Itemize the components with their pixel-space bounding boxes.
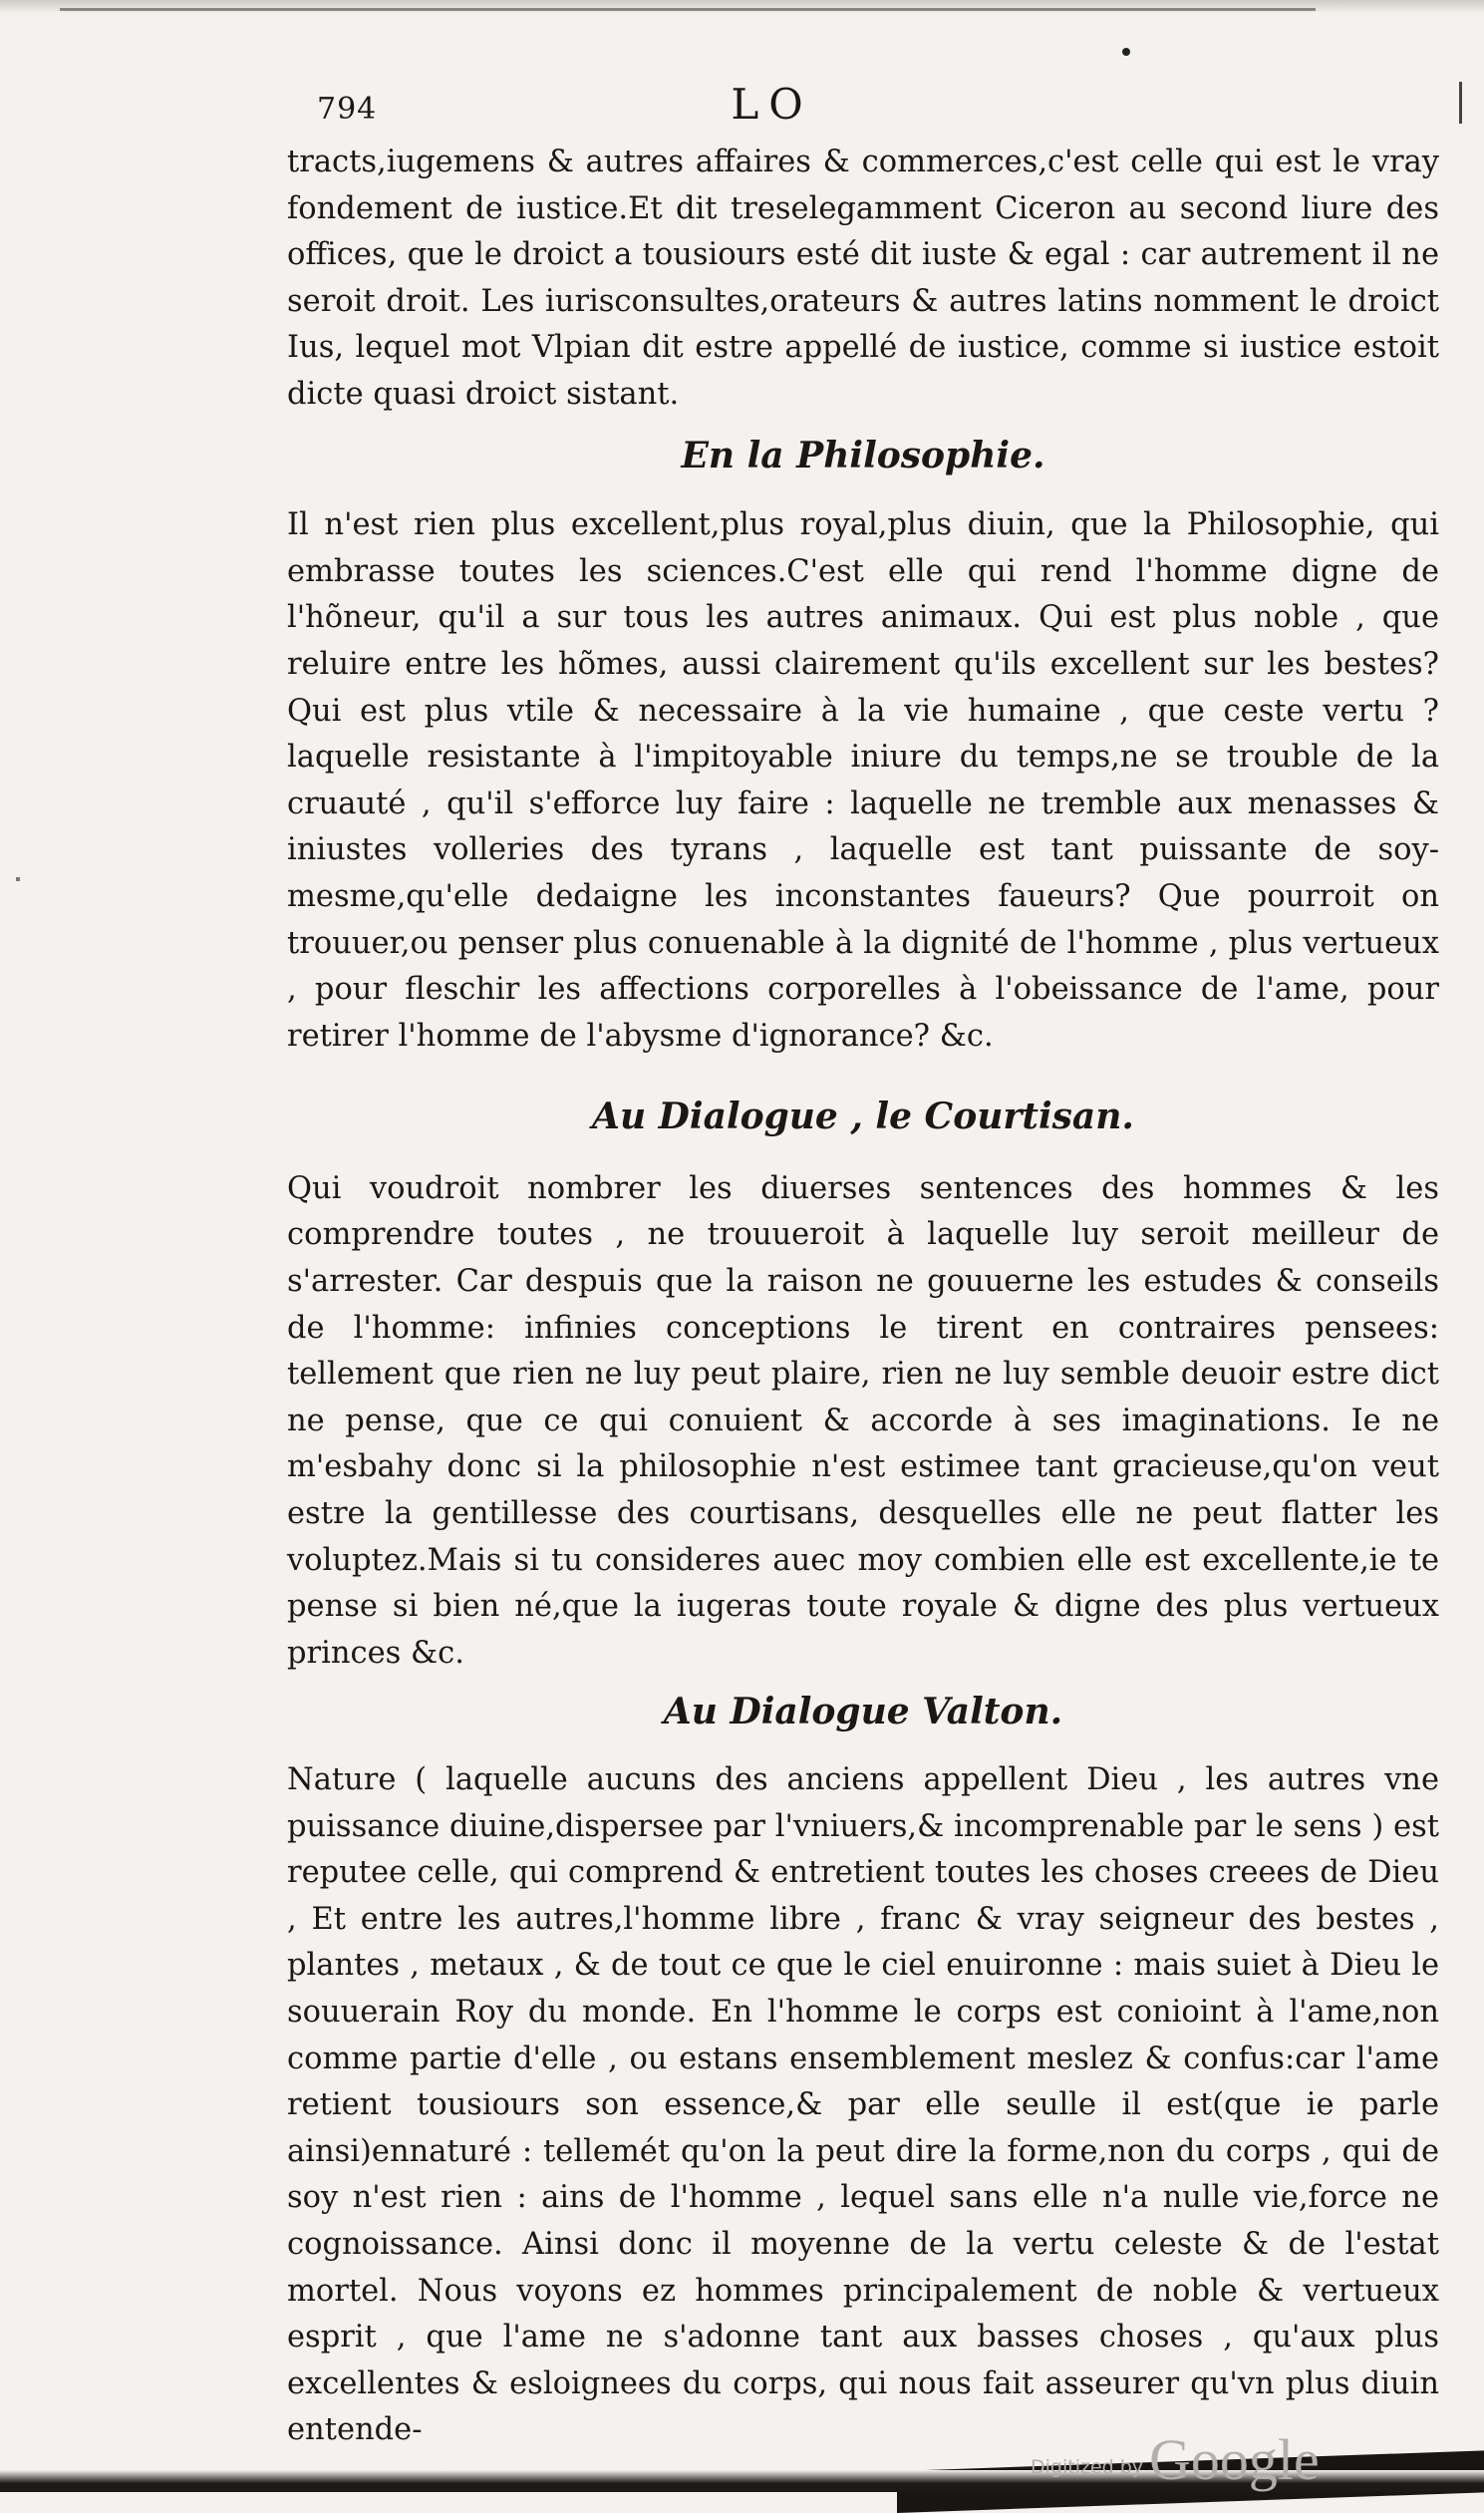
watermark-prefix: Digitized by bbox=[1031, 2456, 1144, 2478]
paragraph-valton: Nature ( laquelle aucuns des anciens appellent Dieu , les autres vne puissance diuine,dispersee par l'vniuers,& incomprenable par le sens ) est reputee celle, qui comprend & entretient toutes les choses creees de Dieu , Et entre les autres,l'homme libre , franc & vray seigneur des bestes , plantes , metaux , & de tout ce que le ciel enuironne : mais suiet à Dieu le souuerain Roy du monde. En l'homme le corps est conioint à l'ame,non comme partie d'elle , ou estans ensemblement meslez & confus:car l'ame retient tousiours son essence,& par elle seulle il est(que ie parle ainsi)ennaturé : tellemét qu'on la peut dire la forme,non du corps , qui de soy n'est rien : ains de l'homme , lequel sans elle n'a nulle vie,force ne cognoissance. Ainsi donc il moyenne de la vertu celeste & de l'estat mortel. Nous voyons ez hommes principalement de noble & vertueux esprit , que l'ame ne s'adonne tant aux basses choses , qu'aux plus excellentes & esloignees du corps, qui nous fait asseurer qu'vn plus diuin entende- bbox=[287, 1762, 1439, 2448]
scan-edge-top bbox=[0, 0, 1484, 14]
page-number: 794 bbox=[317, 92, 378, 127]
paragraph-intro: tracts,iugemens & autres affaires & commerces,c'est celle qui est le vray fondement de iustice.Et dit treselegamment Ciceron au second liure des offices, que le droict a tousiours esté dit iuste & egal : car autrement il ne seroit droit. Les iurisconsultes,orateurs & autres latins nomment le droict Ius, lequel mot Vlpian dit estre appellé de iustice, comme si iustice estoit dicte quasi droict sistant. bbox=[287, 145, 1439, 412]
page-body bbox=[287, 140, 1439, 2501]
ink-speck-left bbox=[16, 877, 20, 881]
ink-dot bbox=[1122, 48, 1130, 56]
digitized-by-watermark bbox=[1031, 2426, 1320, 2493]
heading-valton: Au Dialogue Valton. bbox=[663, 1691, 1063, 1733]
google-logo: Google bbox=[1149, 2427, 1320, 2492]
scan-rule-top bbox=[60, 8, 1316, 11]
paragraph-philosophie: Il n'est rien plus excellent,plus royal,plus diuin, que la Philosophie, qui embrasse toutes les sciences.C'est elle qui rend l'homme digne de l'hõneur, qu'il a sur tous les autres animaux. Qui est plus noble , que reluire entre les hõmes, aussi clairement qu'ils excellent sur les bestes? Qui est plus vtile & necessaire à la vie humaine , que ceste vertu ? laquelle resistante à l'impitoyable iniure du temps,ne se trouble de la cruauté , qu'il s'efforce luy faire : laquelle ne tremble aux menasses & iniustes volleries des tyrans , laquelle est tant puissante de soy-mesme,qu'elle dedaigne les inconstantes faueurs? Que pourroit on trouuer,ou penser plus conuenable à la dignité de l'homme , plus vertueux , pour fleschir les affections corporelles à l'obeissance de l'ame, pour retirer l'homme de l'abysme d'ignorance? &c. bbox=[287, 507, 1439, 1054]
heading-courtisan: Au Dialogue , le Courtisan. bbox=[592, 1096, 1134, 1138]
running-head: LO bbox=[731, 80, 813, 129]
heading-philosophie: En la Philosophie. bbox=[681, 434, 1045, 476]
paragraph-courtisan: Qui voudroit nombrer les diuerses sentences des hommes & les comprendre toutes , ne trouueroit à laquelle luy seroit meilleur de s'arrester. Car despuis que la raison ne gouuerne les estudes & conseils de l'homme: infinies conceptions le tirent en contraires pensees: tellement que rien ne luy peut plaire, rien ne luy semble deuoir estre dict ne pense, que ce qui conuient & accorde à ses imaginations. Ie ne m'esbahy donc si la philosophie n'est estimee tant gracieuse,qu'on veut estre la gentillesse des courtisans, desquelles elle ne peut flatter les voluptez.Mais si tu consideres auec moy combien elle est excellente,ie te pense si bien né,que la iugeras toute royale & digne des plus vertueux princes &c. bbox=[287, 1170, 1439, 1671]
